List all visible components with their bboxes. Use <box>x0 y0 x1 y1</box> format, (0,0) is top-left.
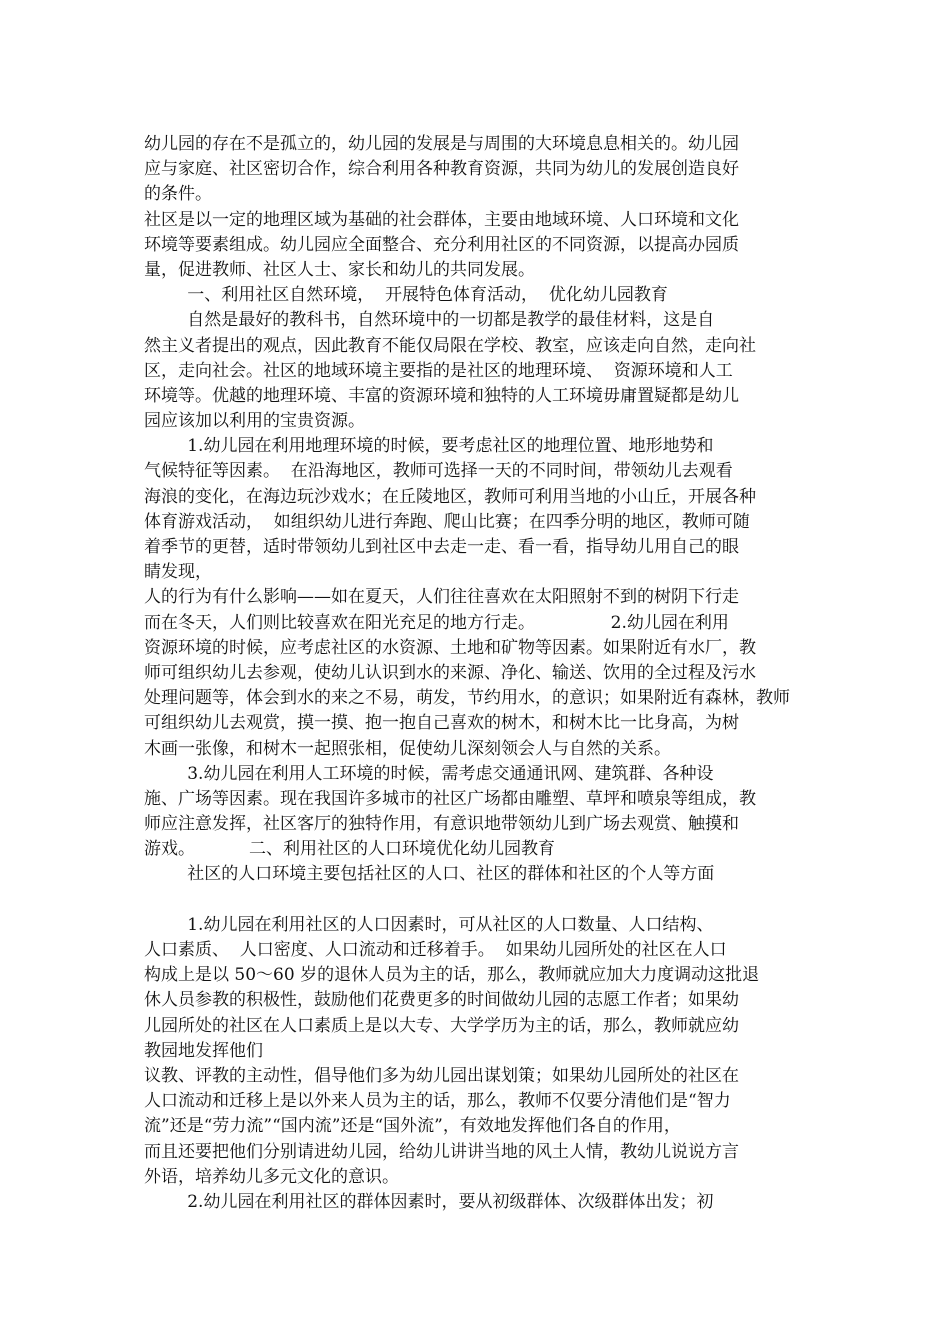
text-line: 而在冬天，人们则比较喜欢在阳光充足的地方行走。 2.幼儿园在利用 <box>144 612 729 633</box>
text-line: 着季节的更替，适时带领幼儿到社区中去走一走、看一看，指导幼儿用自己的眼 <box>144 537 739 557</box>
text-line: 2.幼儿园在利用社区的群体因素时，要从初级群体、次级群体出发；初 <box>144 1191 714 1212</box>
text-line: 3.幼儿园在利用人工环境的时候，需考虑交通通讯网、建筑群、各种设 <box>144 763 714 784</box>
text-line: 1.幼儿园在利用社区的人口因素时，可从社区的人口数量、人口结构、 <box>144 914 714 935</box>
text-line: 的条件。 <box>144 184 212 205</box>
text-line: 而且还要把他们分别请进幼儿园，给幼儿讲讲当地的风土人情，教幼儿说说方言 <box>144 1141 739 1162</box>
text-line: 外语，培养幼儿多元文化的意识。 <box>144 1166 399 1187</box>
text-line: 睛发现， <box>144 562 212 583</box>
text-line: 构成上是以 50～60 岁的退休人员为主的话，那么，教师就应加大力度调动这批退 <box>144 965 760 986</box>
blank-line <box>144 888 812 913</box>
text-line: 木画一张像，和树木一起照张相，促使幼儿深刻领会人与自然的关系。 <box>144 738 671 759</box>
text-line: 应与家庭、社区密切合作，综合利用各种教育资源，共同为幼儿的发展创造良好 <box>144 159 739 180</box>
text-line: 量，促进教师、社区人士、家长和幼儿的共同发展。 <box>144 259 535 280</box>
text-line: 体育游戏活动， 如组织幼儿进行奔跑、爬山比赛；在四季分明的地区，教师可随 <box>144 511 750 532</box>
text-line: 处理问题等，体会到水的来之不易，萌发，节约用水，的意识；如果附近有森林，教师 <box>144 688 790 709</box>
text-line: 儿园所处的社区在人口素质上是以大专、大学学历为主的话，那么，教师就应幼 <box>144 1015 739 1036</box>
text-line: 可组织幼儿去观赏，摸一摸、抱一抱自己喜欢的树木，和树木比一比身高，为树 <box>144 713 739 734</box>
text-line: 教园地发挥他们 <box>144 1040 263 1061</box>
text-line: 1.幼儿园在利用地理环境的时候，要考虑社区的地理位置、地形地势和 <box>144 436 714 457</box>
text-line: 资源环境的时候，应考虑社区的水资源、土地和矿物等因素。如果附近有水厂，教 <box>144 637 756 658</box>
text-line: 流”还是“劳力流”“国内流”还是“国外流”，有效地发挥他们各自的作用， <box>144 1116 681 1137</box>
document-body <box>144 132 812 1215</box>
text-line: 人的行为有什么影响——如在夏天，人们往往喜欢在太阳照射不到的树阴下行走 <box>144 587 739 608</box>
text-line: 园应该加以利用的宝贵资源。 <box>144 411 365 432</box>
section-heading-1: 一、利用社区自然环境， 开展特色体育活动， 优化幼儿园教育 <box>144 285 668 306</box>
text-line: 休人员参教的积极性，鼓励他们花费更多的时间做幼儿园的志愿工作者；如果幼 <box>144 990 739 1011</box>
text-line: 师应注意发挥，社区客厅的独特作用，有意识地带领幼儿到广场去观赏、触摸和 <box>144 814 739 835</box>
text-line: 然主义者提出的观点，因此教育不能仅局限在学校、教室，应该走向自然，走向社 <box>144 335 756 356</box>
text-line: 人口流动和迁移上是以外来人员为主的话，那么，教师不仅要分清他们是“智力 <box>144 1091 731 1112</box>
text-line: 师可组织幼儿去参观，使幼儿认识到水的来源、净化、输送、饮用的全过程及污水 <box>144 662 756 683</box>
text-line: 社区的人口环境主要包括社区的人口、社区的群体和社区的个人等方面 <box>144 864 715 885</box>
text-line: 议教、评教的主动性，倡导他们多为幼儿园出谋划策；如果幼儿园所处的社区在 <box>144 1065 739 1086</box>
text-line: 人口素质、 人口密度、人口流动和迁移着手。 如果幼儿园所处的社区在人口 <box>144 940 727 960</box>
text-line: 社区是以一定的地理区域为基础的社会群体，主要由地域环境、人口环境和文化 <box>144 209 739 230</box>
section-heading-2: 游戏。 二、利用社区的人口环境优化幼儿园教育 <box>144 839 556 860</box>
text-line: 施、广场等因素。现在我国许多城市的社区广场都由雕塑、草坪和喷泉等组成，教 <box>144 788 756 809</box>
text-line: 海浪的变化，在海边玩沙戏水；在丘陵地区，教师可利用当地的小山丘，开展各种 <box>144 486 756 507</box>
text-line: 自然是最好的教科书，自然环境中的一切都是教学的最佳材料，这是自 <box>144 310 715 331</box>
text-line: 环境等。优越的地理环境、丰富的资源环境和独特的人工环境毋庸置疑都是幼儿 <box>144 385 739 406</box>
text-line: 环境等要素组成。幼儿园应全面整合、充分利用社区的不同资源，以提高办园质 <box>144 234 739 255</box>
text-line: 气候特征等因素。 在沿海地区，教师可选择一天的不同时间，带领幼儿去观看 <box>144 461 733 482</box>
text-line: 幼儿园的存在不是孤立的，幼儿园的发展是与周围的大环境息息相关的。幼儿园 <box>144 134 739 154</box>
text-line: 区，走向社会。社区的地域环境主要指的是社区的地理环境、 资源环境和人工 <box>144 360 733 381</box>
